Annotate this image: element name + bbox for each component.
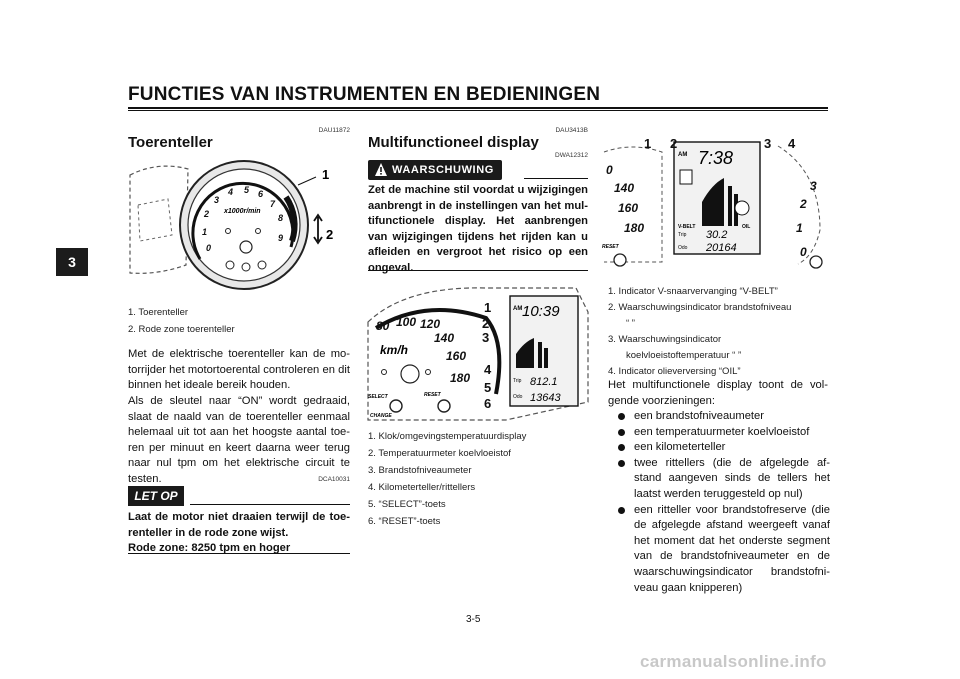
warning-code: DWA12312 [555,152,588,159]
trip-label: Trip [678,232,687,238]
callout-4: 4 [788,136,796,151]
caption-item: 4. Indicator olieverversing “OIL” [608,366,741,377]
trip-label: Trip [513,378,522,384]
select-label: SELECT [368,394,388,400]
warning-triangle-icon [374,162,388,184]
display-intro: Het multifunctionele display toont de vol-gende voorzieningen: [608,379,828,407]
tacho-tick: 3 [810,179,817,193]
tacho-tick: 1 [796,221,803,235]
tachometer-figure [128,155,350,295]
section-code: DAU3413B [555,127,588,134]
features-list [608,409,830,596]
caption-item: 5. “SELECT”-toets [368,499,446,510]
speed-tick: 100 [396,315,417,329]
callout-3: 3 [482,330,490,345]
list-item [608,409,830,425]
section-title-toerenteller: Toerenteller [128,134,213,151]
caption-item: 2. Temperatuurmeter koelvloeistof [368,448,511,459]
caption-item: 3. Brandstofniveaumeter [368,465,472,476]
tick-label: 0 [206,243,212,253]
tacho-tick: 2 [800,197,807,211]
tick-label: 9 [278,233,284,243]
odo-value: 20164 [706,242,737,254]
bullet-icon [618,444,625,451]
callout-2: 2 [670,136,678,151]
figure-captions-display [368,428,526,530]
callout-2: 2 [482,316,490,331]
speed-tick: 180 [450,371,471,385]
tacho-tick: 0 [800,245,807,259]
odo-label: Odo [513,394,523,400]
callout-1: 1 [644,136,652,151]
warning-rule-bottom [368,270,588,271]
notice-code: DCA10031 [318,476,350,483]
fuel-warning-icon [680,170,692,184]
section-title-display: Multifunctioneel display [368,134,539,151]
caption-item: 2. Waarschuwingsindicator brandstofniveau [608,302,792,313]
reset-label: RESET [602,244,619,250]
tick-label: 8 [278,213,284,223]
speed-tick: 140 [434,331,455,345]
trip-value: 30.2 [706,229,728,241]
oil-label: OIL [742,224,751,230]
body-paragraph: Als de sleutel naar “ON” wordt gedraaid, slaat de naald van de toerenteller eenmaal helemaal uit tot aan het hoogste aantal toe-ren per minuut en keert daarna weer terug naar nul tpm om het elektrische circuit te testen. [128,395,350,485]
list-item-text: een ritteller voor brandstofreserve (die de afgelegde afstand weergeeft vanaf het moment dat het onderste segment van de brandstofniveaumeter en de waarschuwingsindicator brandstofni-veau gaan knipperen) [634,503,830,594]
callout-2: 2 [326,227,334,242]
page-number: 3-5 [466,614,481,625]
reset-button[interactable] [438,400,450,412]
list-item [608,456,830,503]
speed-tick: 160 [618,201,639,215]
indicator-icon [810,256,822,268]
select-button[interactable] [390,400,402,412]
notice-rule-top [190,504,350,505]
reset-button[interactable] [614,254,626,266]
speed-tick: 0 [606,163,613,177]
header-rule-thin [128,110,828,111]
tick-label: 3 [214,195,220,205]
am-label: AM [678,152,688,158]
callout-6: 6 [484,396,492,411]
caption-item: 1. Klok/omgevingstemperatuurdisplay [368,431,527,442]
list-item [608,440,830,456]
watermark: carmanualsonline.info [640,652,827,671]
speed-tick: 120 [420,317,441,331]
figure-captions-indicators [608,284,791,380]
speed-tick: 140 [614,181,635,195]
notice-badge: LET OP [128,486,184,506]
notice-rule-bottom [128,553,350,554]
list-item-text: een kilometerteller [634,441,726,454]
speed-unit: km/h [380,343,409,357]
caption-item: koelvloeistoftemperatuur “ ” [626,350,742,361]
coolant-warning-icon [735,201,749,215]
warning-indicators-figure [602,132,828,278]
figure-captions-tacho [128,304,235,338]
caption-item: 2. Rode zone toerenteller [128,324,235,335]
tick-label: 1 [202,227,208,237]
warning-text: Zet de machine stil voordat u wijzigingen aanbrengt in de instellingen van het mul-tifunctionele display. Het aanbrengen van wijzigingen tijdens het rijden kan u afleiden en vergroot het risico op een ongeval. [368,184,588,274]
bullet-icon [618,507,625,514]
caption-item: “ ” [626,318,635,329]
clock-display: 10:39 [522,303,560,320]
change-label: CHANGE [370,413,392,419]
speed-tick: 180 [624,221,645,235]
odo-label: Odo [678,245,688,251]
tick-label: 7 [270,199,276,209]
trip-value: 812.1 [530,376,558,388]
multifunction-display-figure [366,282,590,422]
body-paragraph: Met de elektrische toerenteller kan de mo-torrijder het motortoerental controleren en dit binnen het ideale bereik houden. [128,348,350,392]
caption-item: 4. Kilometerteller/rittellers [368,482,476,493]
callout-4: 4 [484,362,492,377]
caption-item: 3. Waarschuwingsindicator [608,334,722,345]
callout-1: 1 [322,167,330,182]
bullet-icon [618,429,625,436]
callout-1: 1 [484,300,492,315]
list-item [608,503,830,597]
notice-line: Rode zone: 8250 tpm en hoger [128,542,291,555]
section-code: DAU11872 [318,127,350,134]
page-header-title: FUNCTIES VAN INSTRUMENTEN EN BEDIENINGEN [128,84,601,105]
tick-label: 4 [228,187,234,197]
list-item-text: een temperatuurmeter koelvloeistof [634,425,810,438]
speed-tick: 160 [446,349,467,363]
odo-value: 13643 [530,392,561,404]
reset-label: RESET [424,392,441,398]
scale-label: x1000r/min [224,208,261,215]
caption-item: 1. Indicator V-snaarvervanging “V-BELT” [608,286,778,297]
list-item-text: twee rittellers (die de afgelegde af-stand aangeven sinds de tellers het laatst werden teruggesteld op nul) [634,456,830,500]
speed-tick: 80 [376,319,390,333]
list-item-text: een brandstofniveaumeter [634,410,764,422]
callout-5: 5 [484,380,492,395]
notice-text [128,510,350,557]
warning-badge-label: WAARSCHUWING [392,164,494,176]
callout-3: 3 [764,136,772,151]
caption-item: 6. “RESET”-toets [368,516,441,527]
bullet-icon [618,460,625,467]
tick-label: 5 [244,185,250,195]
notice-line: Laat de motor niet draaien terwijl de toe-renteller in de rode zone wijst. [128,511,350,539]
clock-display: 7:38 [698,148,734,168]
tick-label: 2 [204,209,210,219]
am-label: AM [513,306,523,312]
caption-item: 1. Toerenteller [128,307,189,318]
vbelt-label: V-BELT [678,224,696,230]
chapter-tab: 3 [56,248,88,276]
header-rule [128,107,828,109]
warning-badge [368,160,502,180]
warning-rule-top [524,178,588,179]
bullet-icon [618,413,625,420]
tick-label: 6 [258,189,264,199]
list-item [608,425,830,441]
